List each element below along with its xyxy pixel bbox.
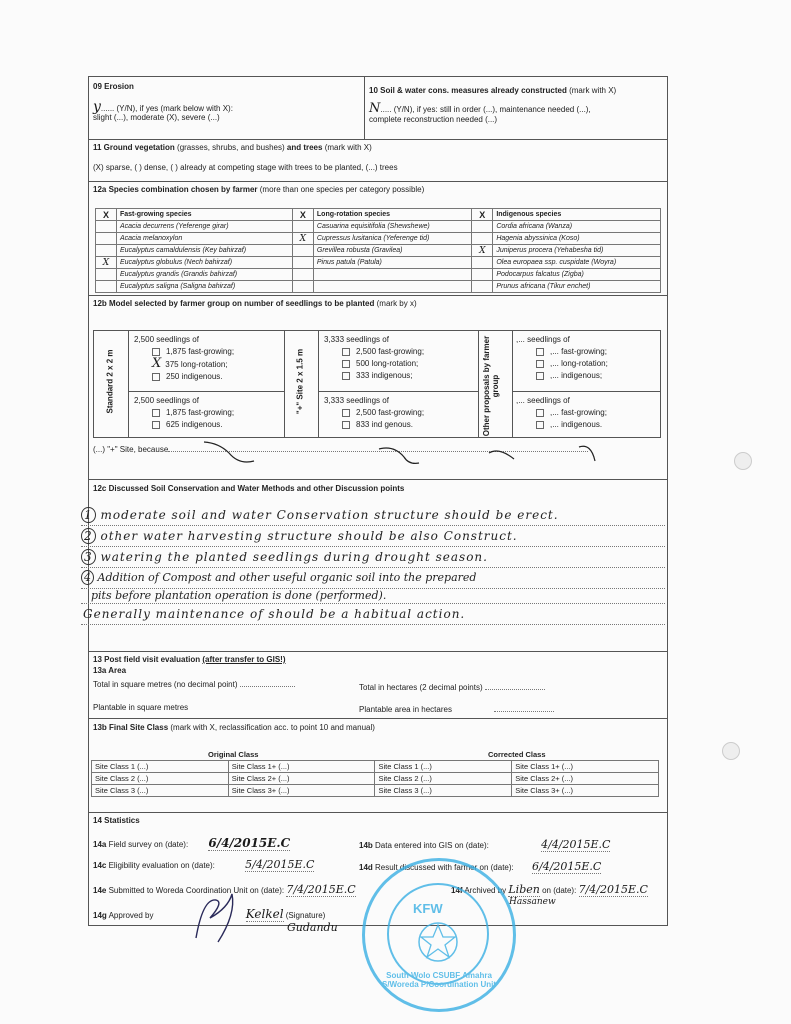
note-line: 1 moderate soil and water Conservation structure should be erect. <box>81 505 665 526</box>
s12b-title: 12b Model selected by farmer group on number of seedlings to be planted (mark by x) <box>93 299 417 308</box>
field-survey-date[interactable]: 14a Field survey on (date): 6/4/2015E.C <box>93 836 291 850</box>
option-plus-1[interactable]: 3,333 seedlings of 2,500 fast-growing; 500 long-rotation; 333 indigenous; <box>324 335 425 380</box>
s10-line2: complete reconstruction needed (...) <box>369 115 498 124</box>
species-table <box>95 208 661 293</box>
punch-hole <box>722 742 740 760</box>
stamp-logo: KFW <box>413 901 443 916</box>
plus-site-reason[interactable]: (...) "+" Site, because <box>93 445 653 454</box>
note-line: 3 watering the planted seedlings during drought season. <box>81 547 665 568</box>
option-other-1[interactable]: ,... seedlings of ,... fast-growing; ,... long-rotation; ,... indigenous; <box>516 335 608 380</box>
discussion-notes <box>81 505 665 625</box>
table-row[interactable]: Site Class 2 (...) Site Class 2+ (...) Site Class 2 (...) Site Class 2+ (...) <box>92 773 659 785</box>
table-row: Acacia melanoxylon X Cupressus lusitanica (Yeferenge tid) Hagenia abyssinica (Koso) <box>96 233 661 245</box>
table-row: Eucalyptus saligna (Saligna bahirzaf) Prunus africana (Tikur enchet) <box>96 281 661 293</box>
other-proposals-label: Other proposals by farmer group <box>482 335 500 437</box>
official-stamp-icon <box>362 858 516 1012</box>
s09-title: 09 Erosion <box>93 82 134 91</box>
s12a-title: 12a Species combination chosen by farmer (more than one species per category possible) <box>93 185 425 194</box>
table-row: X Eucalyptus globulus (Nech bahirzaf) Pinus patula (Patula) Olea europaea ssp. cuspidate (Woyra) <box>96 257 661 269</box>
s13-title: 13 Post field visit evaluation (after transfer to GIS!) <box>93 655 286 664</box>
total-sqm-field[interactable]: Total in square metres (no decimal point) <box>93 680 295 689</box>
gis-entry-date[interactable]: 14b Data entered into GIS on (date): 4/4/2015E.C <box>359 838 611 851</box>
option-plus-2[interactable]: 3,333 seedlings of 2,500 fast-growing; 833 ind genous. <box>324 396 425 429</box>
punch-hole <box>734 452 752 470</box>
archived-by[interactable]: 14f Archived by Liben on (date): 7/4/2015E.C <box>451 883 648 896</box>
approved-by[interactable]: 14g Approved by Kelkel (Signature) <box>93 907 326 921</box>
option-other-2[interactable]: ,... seedlings of ,... fast-growing; ,... indigenous. <box>516 396 607 429</box>
submission-date[interactable]: 14e Submitted to Woreda Coordination Unit on (date): 7/4/2015E.C <box>93 883 356 896</box>
s12c-title: 12c Discussed Soil Conservation and Water Methods and other Discussion points <box>93 484 405 493</box>
s14-title: 14 Statistics <box>93 816 140 825</box>
option-standard-2[interactable]: 2,500 seedlings of 1,875 fast-growing; 625 indigenous. <box>134 396 235 429</box>
table-row: Eucalyptus grandis (Grandis bahirzaf) Podocarpus falcatus (Zigba) <box>96 269 661 281</box>
table-row: Acacia decurrens (Yeferenge girar) Casuarina equisitifolia (Shewshewe) Cordia africana (Wanza) <box>96 221 661 233</box>
result-discussed-date[interactable]: 14d Result discussed with farmer on (date): 6/4/2015E.C <box>359 860 602 873</box>
plantable-sqm-field[interactable]: Plantable in square metres <box>93 703 189 712</box>
eligibility-date[interactable]: 14c Eligibility evaluation on (date): 5/4/2015E.C <box>93 858 315 871</box>
note-line: pits before plantation operation is done (performed). <box>81 589 665 604</box>
approver-name: Gudandu <box>287 921 338 934</box>
survey-form <box>83 76 668 934</box>
s11-title: 11 Ground vegetation (grasses, shrubs, and bushes) and trees (mark with X) <box>93 143 372 152</box>
note-line: 2 other water harvesting structure should be also Construct. <box>81 526 665 547</box>
signature-icon <box>188 888 248 948</box>
species-table-header: X Fast-growing species X Long-rotation species X Indigenous species <box>96 209 661 221</box>
note-line: Generally maintenance of should be a habitual action. <box>81 604 665 625</box>
s09-line2: slight (...), moderate (X), severe (...) <box>93 113 220 122</box>
seedling-model-grid <box>93 330 661 438</box>
option-standard-1[interactable]: 2,500 seedlings of 1,875 fast-growing; X 375 long-rotation; 250 indigenous. <box>134 335 235 381</box>
stamp-emblem-icon <box>415 919 461 965</box>
stamp-text: South Wolo CSUBF Amahra S/Woreda P/Coordination Unit <box>381 971 497 989</box>
table-row[interactable]: Site Class 1 (...) Site Class 1+ (...) Site Class 1 (...) Site Class 1+ (...) <box>92 761 659 773</box>
table-row: Eucalyptus camaldulensis (Key bahirzaf) Grevillea robusta (Gravilea) X Juniperus procera (Yehabesha tid) <box>96 245 661 257</box>
scribble-line <box>199 439 619 469</box>
table-row[interactable]: Site Class 3 (...) Site Class 3+ (...) Site Class 3 (...) Site Class 3+ (...) <box>92 785 659 797</box>
s13a-title: 13a Area <box>93 666 127 675</box>
s11-line: (X) sparse, ( ) dense, ( ) already at competing stage with trees to be planted, (...) trees <box>93 163 398 172</box>
standard-label: Standard 2 x 2 m <box>105 349 115 414</box>
s10-title: 10 Soil & water cons. measures already constructed (mark with X) <box>369 86 617 95</box>
s13b-title: 13b Final Site Class (mark with X, reclassification acc. to point 10 and manual) <box>93 723 375 732</box>
plus-site-label: "+" Site 2 x 1.5 m <box>295 348 305 415</box>
archivist-name: Hassanew <box>509 897 556 907</box>
s10-line1: N..... (Y/N), if yes: still in order (...), maintenance needed (...), <box>369 101 591 116</box>
s09-line1: y...... (Y/N), if yes (mark below with X): <box>93 99 233 115</box>
plantable-ha-field[interactable]: Plantable area in hectares <box>359 705 554 714</box>
note-line: 4 Addition of Compost and other useful organic soil into the prepared <box>81 568 665 589</box>
site-class-table: Original Class Corrected Class Site Class 1 (...) Site Class 1+ (...) Site Class 1 (...) Site Class 1+ (...) Site Class 2 (...) Site Class 2+ (...) Site Class 2 (...) Site Class 2+ (...) Site Class 3 (...) Site Class 3+ (...) Site Class 3 (...) Site Class 3+ (...) <box>91 749 659 797</box>
total-ha-field[interactable]: Total in hectares (2 decimal points) <box>359 683 545 692</box>
